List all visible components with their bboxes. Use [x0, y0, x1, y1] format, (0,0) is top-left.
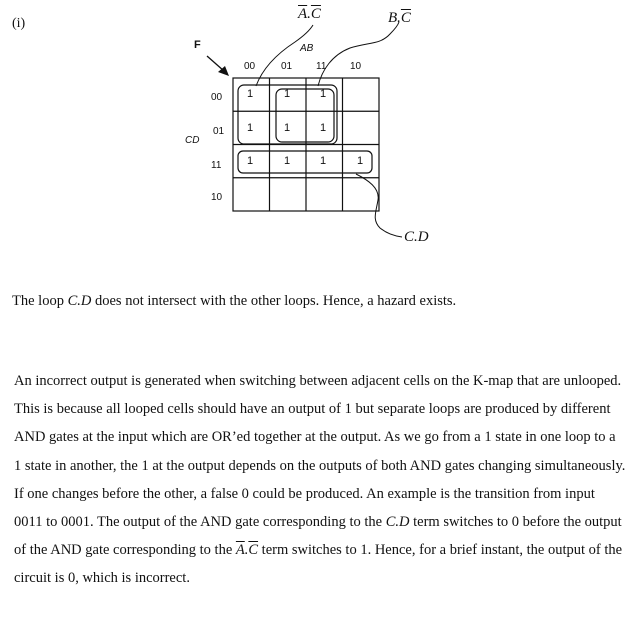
- output-arrow: [207, 56, 229, 76]
- row-header-01: 01: [213, 126, 225, 137]
- row-var-label: CD: [185, 135, 200, 146]
- kmap-svg: [0, 0, 633, 270]
- explanation-part1: An incorrect output is generated when switching between adjacent cells on the K-map that are unlooped. This is because all looped cells should have an output of 1 but separate loops are produced by different AND gates at the input which are OR’ed together at the output. As we go from a 1 state in one loop to a 1 state in another, the 1 at the output depends on the outputs of both AND gates changing simultaneously. If one changes before the other, a false 0 could be produced. An example is the transition from input 0011 to 0001. The output of the AND gate corresponding to the: [14, 373, 626, 531]
- loop-label-a-not-c: [298, 6, 321, 23]
- statement-term: C.D: [67, 293, 92, 309]
- term-a: $\overline{A}$: [298, 6, 308, 22]
- kmap-cell: 1: [320, 155, 327, 167]
- term-dot: .: [307, 6, 311, 22]
- explanation-term-c: $\overline{C}$: [248, 542, 259, 559]
- col-header-01: 01: [281, 61, 293, 72]
- kmap-cell: 1: [247, 122, 254, 134]
- kmap-cell: 1: [320, 122, 327, 134]
- leader-b-not-c: [318, 22, 399, 86]
- hazard-statement: [12, 287, 622, 315]
- explanation-term-a: $\overline{A}$: [235, 542, 245, 559]
- col-header-11: 11: [316, 61, 327, 72]
- kmap-cell: 1: [284, 155, 291, 167]
- part-label: (i): [12, 16, 26, 31]
- explanation-paragraph: [14, 367, 626, 593]
- loop-label-c-d: C.D: [404, 229, 429, 245]
- explanation-part3: term switches to 1. Hence, for a brief instant, the output of the circuit is 0, which is incorrect.: [14, 542, 623, 587]
- col-header-00: 00: [244, 61, 256, 72]
- row-header-10: 10: [211, 192, 223, 203]
- kmap-cell: 1: [357, 155, 364, 167]
- loop-label-b-not-c: [388, 10, 411, 27]
- kmap-cell: 1: [284, 122, 291, 134]
- explanation-term-cd: C.D: [385, 514, 410, 531]
- leader-a-not-c: [256, 25, 313, 86]
- kmap-cell: 1: [284, 88, 291, 100]
- kmap-cell: 1: [320, 88, 327, 100]
- explanation-term-dot: .: [244, 542, 249, 559]
- output-label: F: [194, 39, 201, 51]
- term-c: $\overline{C}$: [400, 10, 411, 26]
- statement-prefix: The loop: [12, 293, 68, 309]
- explanation-part2: term switches to 0 before the output of the AND gate corresponding to the: [14, 514, 622, 559]
- term-dot: .: [397, 10, 401, 26]
- loop-c-d: [238, 151, 372, 173]
- term-b: B: [388, 10, 398, 26]
- statement-suffix: does not intersect with the other loops. Hence, a hazard exists.: [91, 293, 457, 309]
- col-header-10: 10: [350, 61, 362, 72]
- row-header-00: 00: [211, 92, 223, 103]
- kmap-diagram: [0, 0, 633, 270]
- kmap-cell: 1: [247, 155, 254, 167]
- kmap-cell: 1: [247, 88, 254, 100]
- col-var-label: AB: [300, 43, 314, 54]
- term-c: $\overline{C}$: [310, 6, 321, 22]
- row-header-11: 11: [211, 160, 222, 171]
